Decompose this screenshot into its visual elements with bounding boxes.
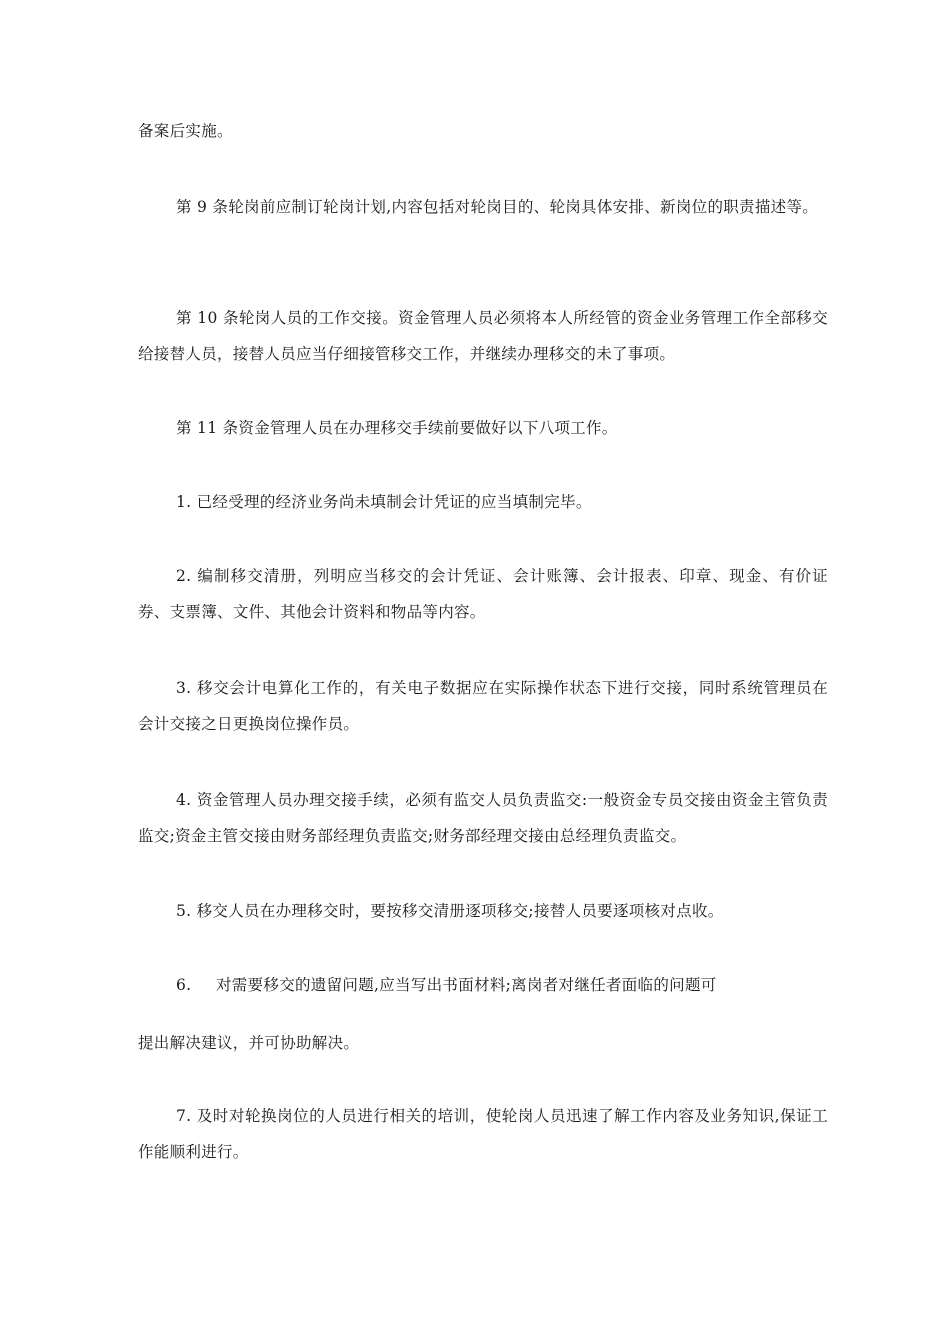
list-item-6-text: 对需要移交的遗留问题,应当写出书面材料;离岗者对继任者面临的问题可 <box>216 976 717 994</box>
list-item-7: 7. 及时对轮换岗位的人员进行相关的培训，使轮岗人员迅速了解工作内容及业务知识,保证工作能顺利进行。 <box>138 1107 828 1161</box>
list-item-5: 5. 移交人员在办理移交时，要按移交清册逐项移交;接替人员要逐项核对点收。 <box>176 902 724 920</box>
paragraph-article-10: 第 10 条轮岗人员的工作交接。资金管理人员必须将本人所经管的资金业务管理工作全部移交给接替人员，接替人员应当仔细接管移交工作，并继续办理移交的未了事项。 <box>138 309 828 363</box>
list-item-6-number: 6. <box>176 976 192 994</box>
paragraph-intro-continuation: 备案后实施。 <box>138 122 233 140</box>
list-item-6-continuation: 提出解决建议，并可协助解决。 <box>138 1034 360 1052</box>
list-item-3: 3. 移交会计电算化工作的，有关电子数据应在实际操作状态下进行交接，同时系统管理员在会计交接之日更换岗位操作员。 <box>138 679 828 733</box>
list-item-6 <box>176 967 717 1003</box>
paragraph-article-9: 第 9 条轮岗前应制订轮岗计划,内容包括对轮岗目的、轮岗具体安排、新岗位的职责描述等。 <box>176 198 819 216</box>
list-item-4: 4. 资金管理人员办理交接手续，必须有监交人员负责监交:一般资金专员交接由资金主管负责监交;资金主管交接由财务部经理负责监交;财务部经理交接由总经理负责监交。 <box>138 791 828 845</box>
paragraph-article-11: 第 11 条资金管理人员在办理移交手续前要做好以下八项工作。 <box>176 419 618 437</box>
list-item-1: 1. 已经受理的经济业务尚未填制会计凭证的应当填制完毕。 <box>176 493 592 511</box>
list-item-2: 2. 编制移交清册，列明应当移交的会计凭证、会计账簿、会计报表、印章、现金、有价证券、支票簿、文件、其他会计资料和物品等内容。 <box>138 567 828 621</box>
